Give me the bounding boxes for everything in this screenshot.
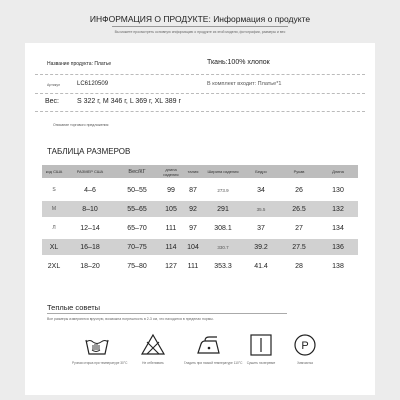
header-cell: Бедро: [255, 169, 267, 174]
tips-divider: [47, 313, 287, 314]
tips-text: Все размеры измеряются вручную, возможна погрешность в 2-3 см, что находится в пределах нормы.: [47, 317, 214, 321]
table-cell: 27.5: [292, 243, 306, 251]
table-cell: 65–70: [127, 224, 147, 232]
table-cell: 18–20: [80, 262, 100, 270]
table-cell: 12–14: [80, 224, 100, 232]
divider: [35, 111, 365, 112]
table-cell: 138: [332, 262, 344, 270]
table-header-row: [42, 165, 358, 178]
table-cell: 114: [165, 243, 177, 251]
divider: [35, 74, 365, 75]
table-cell: 16–18: [80, 243, 100, 251]
table-cell: 26: [295, 186, 303, 194]
table-cell: 111: [187, 262, 199, 270]
table-cell: 132: [332, 205, 344, 213]
care-label: Химчистка: [297, 361, 313, 365]
header-cell: Ширина изделия: [207, 169, 239, 174]
table-cell: 70–75: [127, 243, 147, 251]
table-cell: S: [52, 187, 56, 193]
header-cell: РАЗМЕР США: [76, 169, 104, 174]
table-cell: 28: [295, 262, 303, 270]
header-cell: код США: [45, 169, 63, 174]
header-cell: Рукав: [293, 169, 305, 174]
table-cell: 134: [332, 224, 344, 232]
care-item-iron: [184, 332, 243, 365]
divider: [35, 93, 365, 94]
table-row: [42, 239, 358, 255]
table-cell: XL: [49, 243, 59, 251]
weight-label: Вес:: [45, 98, 60, 105]
table-cell: 50–55: [127, 186, 147, 194]
care-label: Ручная стирка при температуре 30°C: [72, 361, 128, 365]
svg-text:P: P: [301, 340, 309, 352]
table-cell: 99: [167, 186, 175, 194]
table-cell: 291: [217, 205, 229, 213]
table-cell: 27: [295, 224, 303, 232]
table-cell: 8–10: [82, 205, 98, 213]
weight-values: S 322 г, M 346 г, L 369 г, XL 389 г: [77, 98, 182, 105]
table-cell: 308.1: [214, 224, 232, 232]
size-table-title: ТАБЛИЦА РАЗМЕРОВ: [47, 147, 131, 156]
line-dry-icon: [248, 332, 274, 358]
product-fabric: Ткань:100% хлопок: [207, 59, 270, 66]
table-row: [42, 182, 358, 198]
table-cell: 26.5: [292, 205, 306, 213]
table-cell: 92: [189, 205, 197, 213]
care-item-line-dry: [236, 332, 286, 365]
table-cell: 41.4: [254, 262, 268, 270]
table-cell: 75–80: [127, 262, 147, 270]
article-value: LC6120509: [77, 81, 109, 87]
table-cell: 37: [257, 224, 265, 232]
table-cell: 130: [332, 186, 344, 194]
table-cell: 97: [189, 224, 197, 232]
hand-wash-icon: [84, 332, 110, 358]
care-item-hand-wash: [72, 332, 128, 365]
header-cell: Длина: [332, 169, 344, 174]
table-cell: 273.9: [217, 187, 229, 193]
table-cell: 105: [165, 205, 177, 213]
table-cell: 136: [332, 243, 344, 251]
table-cell: 2XL: [47, 262, 61, 270]
tips-title: Теплые советы: [47, 303, 101, 312]
care-label: Не отбеливать: [142, 361, 164, 365]
table-cell: 34: [257, 186, 265, 194]
table-cell: 127: [165, 262, 177, 270]
care-label: Сушить на веревке: [246, 361, 276, 365]
header-cell: Вес/КГ: [128, 168, 146, 175]
table-cell: 87: [189, 186, 197, 194]
header-cell: талия: [187, 169, 199, 174]
article-label: Артикул: [47, 83, 61, 87]
page-title: ИНФОРМАЦИЯ О ПРОДУКТЕ: Информация о продукте: [89, 14, 311, 24]
dry-clean-icon: [292, 332, 318, 358]
table-cell: 4–6: [84, 186, 96, 194]
table-row: [42, 258, 358, 274]
table-cell: M: [51, 206, 57, 212]
table-cell: 353.3: [214, 262, 232, 270]
table-cell: 104: [187, 243, 199, 251]
care-label: Гладить при низкой температуре 110°C: [184, 361, 243, 365]
product-name: Название продукта: Платье: [47, 61, 112, 67]
table-cell: 55–65: [127, 205, 147, 213]
table-row: [42, 220, 358, 236]
care-item-dry-clean: [280, 332, 330, 365]
set-note: В комплект входит: Платье*1: [207, 81, 282, 87]
table-row: [42, 201, 358, 217]
table-cell: 35.5: [256, 206, 266, 212]
table-cell: 39.2: [254, 243, 268, 251]
header-cell: длина изделия: [163, 166, 179, 177]
offer-note: Описание торгового предложения: [53, 123, 109, 127]
no-bleach-icon: [140, 332, 166, 358]
table-cell: 330.7: [217, 244, 229, 250]
page-subtitle: Вы можете просмотреть основную информацию о продукте из этой модели, фотографии, размеры и вес: [114, 30, 286, 34]
title-divider: [112, 26, 288, 27]
table-cell: Л: [52, 225, 56, 231]
table-cell: 111: [165, 224, 177, 232]
iron-icon: [195, 332, 223, 358]
care-item-no-bleach: [128, 332, 178, 365]
